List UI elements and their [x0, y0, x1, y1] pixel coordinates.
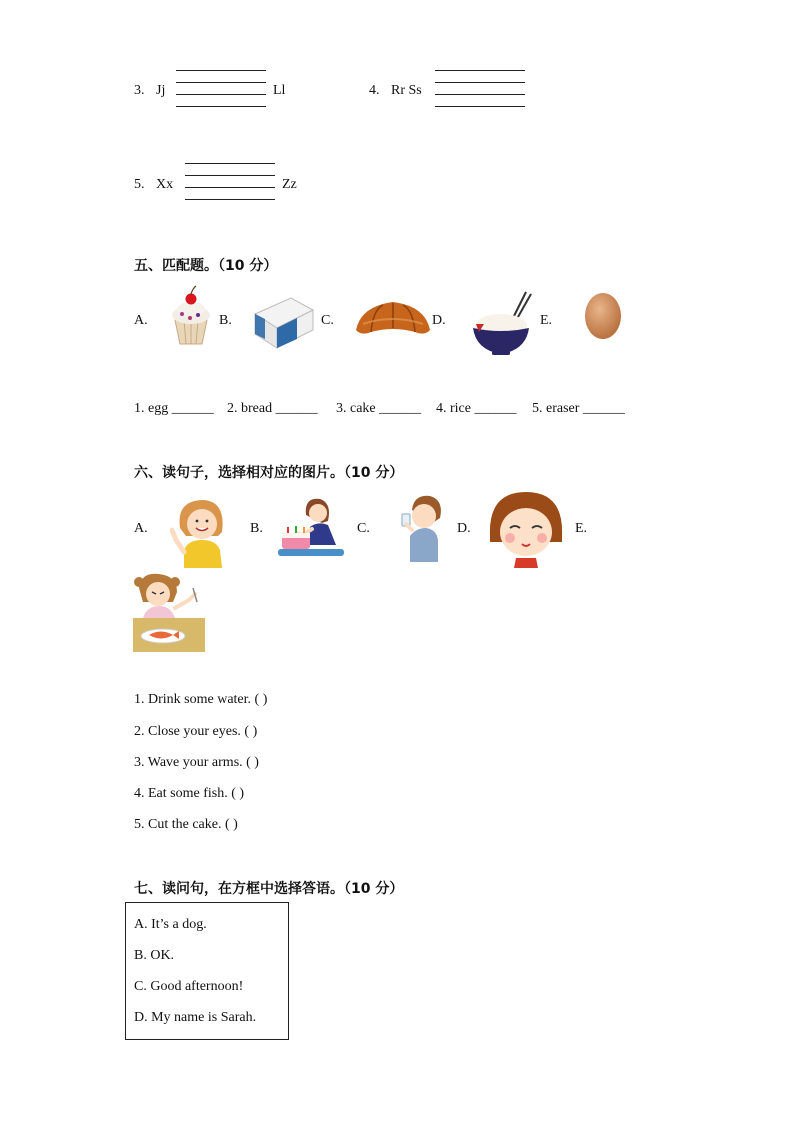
writing-left-letters: Xx — [156, 177, 174, 192]
sentence-item[interactable]: 1. Drink some water. ( ) — [134, 692, 268, 707]
sentence-item[interactable]: 4. Eat some fish. ( ) — [134, 786, 245, 801]
match-item[interactable]: 1. egg ______ — [134, 401, 214, 416]
cutting-cake-icon — [276, 493, 346, 559]
eraser-icon — [249, 290, 317, 350]
answer-option: A. It’s a dog. — [134, 917, 207, 932]
option-e-label: E. — [540, 313, 553, 328]
option-c-label: C. — [321, 313, 334, 328]
croissant-icon — [353, 296, 433, 340]
writing-left-letters: Jj — [156, 83, 166, 98]
cupcake-icon — [168, 284, 214, 346]
option-d-label: D. — [457, 521, 471, 536]
sentence-item[interactable]: 2. Close your eyes. ( ) — [134, 724, 258, 739]
writing-right-letters: Zz — [282, 177, 297, 192]
sentence-item[interactable]: 5. Cut the cake. ( ) — [134, 817, 238, 832]
option-e-label: E. — [575, 521, 588, 536]
match-item[interactable]: 4. rice ______ — [436, 401, 517, 416]
rice-bowl-icon — [470, 288, 532, 358]
match-item[interactable]: 2. bread ______ — [227, 401, 318, 416]
section6-title: 六、读句子，选择相对应的图片。（10 分） — [134, 465, 404, 481]
drinking-boy-icon — [394, 492, 444, 562]
section5-title: 五、匹配题。（10 分） — [134, 258, 278, 274]
writing-num: 3. — [134, 83, 145, 98]
section7-title: 七、读问句，在方框中选择答语。（10 分） — [134, 881, 404, 897]
four-line-grid — [185, 163, 275, 201]
writing-num: 4. — [369, 83, 380, 98]
answer-option: C. Good afternoon! — [134, 979, 244, 994]
girl-eating-fish-icon — [133, 572, 205, 652]
sentence-item[interactable]: 3. Wave your arms. ( ) — [134, 755, 259, 770]
option-d-label: D. — [432, 313, 446, 328]
answer-option: D. My name is Sarah. — [134, 1010, 257, 1025]
writing-left-letters: Rr Ss — [391, 83, 422, 98]
option-b-label: B. — [250, 521, 263, 536]
four-line-grid — [176, 70, 266, 108]
option-b-label: B. — [219, 313, 232, 328]
option-c-label: C. — [357, 521, 370, 536]
option-a-label: A. — [134, 521, 148, 536]
girl-closed-eyes-icon — [486, 488, 566, 568]
match-item[interactable]: 5. eraser ______ — [532, 401, 625, 416]
writing-num: 5. — [134, 177, 145, 192]
answer-box — [125, 902, 289, 1040]
waving-girl-icon — [170, 492, 228, 568]
writing-right-letters: Ll — [273, 83, 286, 98]
match-item[interactable]: 3. cake ______ — [336, 401, 422, 416]
answer-option: B. OK. — [134, 948, 175, 963]
four-line-grid — [435, 70, 525, 108]
option-a-label: A. — [134, 313, 148, 328]
egg-icon — [583, 289, 623, 341]
